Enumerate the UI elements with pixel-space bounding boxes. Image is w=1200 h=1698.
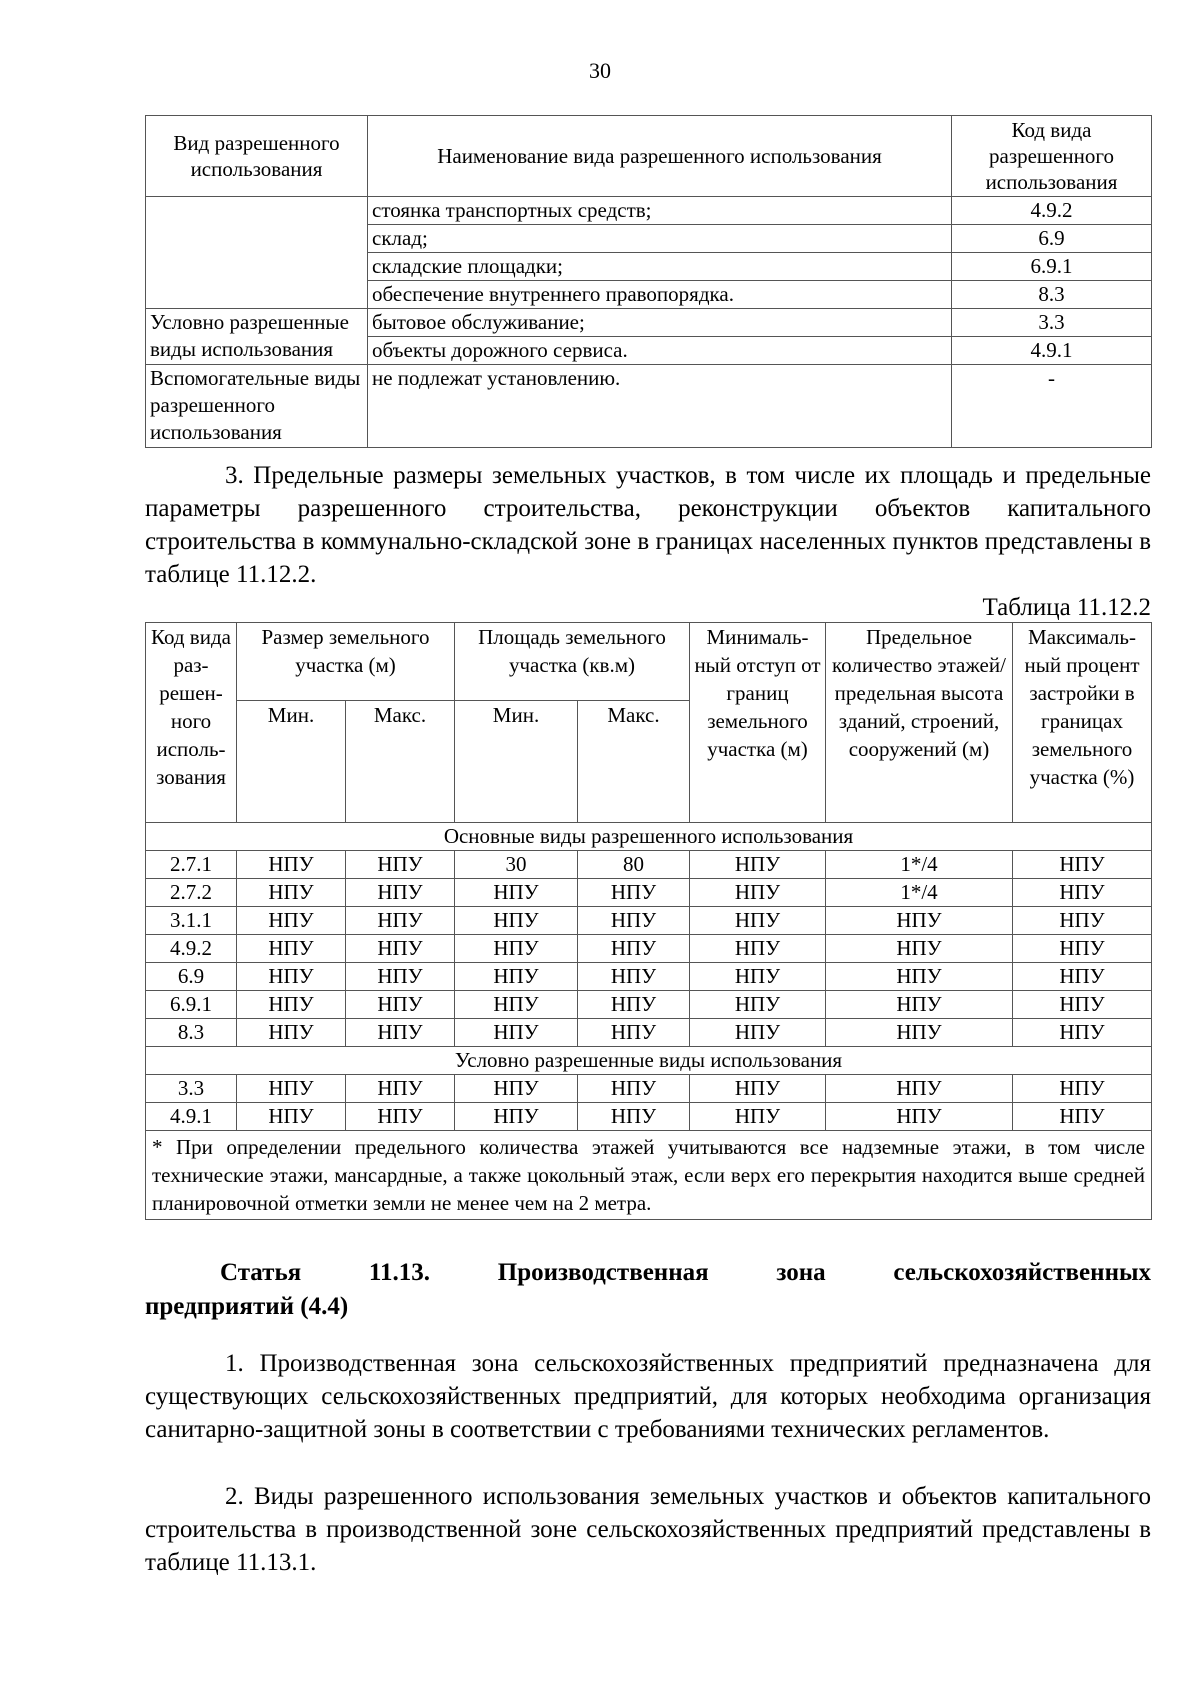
article-heading-line-1: Статья 11.13. Производственная зона сельскохозяйственных bbox=[220, 1259, 1151, 1286]
parameters-table bbox=[145, 622, 1152, 1220]
value-cell: НПУ bbox=[455, 991, 578, 1019]
value-cell: НПУ bbox=[1013, 991, 1152, 1019]
table-row bbox=[146, 851, 1152, 879]
value-cell: НПУ bbox=[690, 991, 826, 1019]
value-cell: НПУ bbox=[237, 907, 346, 935]
table-row bbox=[146, 197, 1152, 225]
permitted-use-table bbox=[145, 115, 1152, 448]
value-cell: НПУ bbox=[690, 1075, 826, 1103]
value-cell: НПУ bbox=[455, 963, 578, 991]
use-code-cell: 8.3 bbox=[146, 1019, 237, 1047]
value-cell: НПУ bbox=[1013, 1075, 1152, 1103]
use-code-cell: 3.3 bbox=[146, 1075, 237, 1103]
table-caption: Таблица 11.12.2 bbox=[982, 594, 1151, 621]
column-header-setback: Минималь-ный отступ от границ земельного участка (м) bbox=[690, 623, 826, 823]
value-cell: НПУ bbox=[690, 879, 826, 907]
value-cell: НПУ bbox=[237, 991, 346, 1019]
value-cell: НПУ bbox=[455, 907, 578, 935]
section-header-conditional: Условно разрешенные виды использования bbox=[146, 1047, 1152, 1075]
value-cell: НПУ bbox=[826, 907, 1013, 935]
column-header-code: Код вида раз-решен-ного исполь-зования bbox=[146, 623, 237, 823]
value-cell: НПУ bbox=[237, 879, 346, 907]
use-name-cell: объекты дорожного сервиса. bbox=[368, 337, 952, 365]
use-name-cell: склад; bbox=[368, 225, 952, 253]
use-code-cell: 4.9.1 bbox=[952, 337, 1152, 365]
value-cell: 30 bbox=[455, 851, 578, 879]
value-cell: НПУ bbox=[237, 963, 346, 991]
use-code-cell: 4.9.1 bbox=[146, 1103, 237, 1131]
value-cell: НПУ bbox=[237, 1075, 346, 1103]
value-cell: НПУ bbox=[826, 963, 1013, 991]
use-name-cell: не подлежат установлению. bbox=[368, 365, 952, 448]
value-cell: НПУ bbox=[578, 879, 690, 907]
value-cell: 80 bbox=[578, 851, 690, 879]
use-code-cell: 6.9.1 bbox=[146, 991, 237, 1019]
page-number: 30 bbox=[589, 58, 611, 83]
column-header-area-max: Макс. bbox=[578, 701, 690, 823]
table-row bbox=[146, 963, 1152, 991]
use-code-cell: 4.9.2 bbox=[146, 935, 237, 963]
use-name-cell: стоянка транспортных средств; bbox=[368, 197, 952, 225]
value-cell: НПУ bbox=[826, 1103, 1013, 1131]
use-name-cell: бытовое обслуживание; bbox=[368, 309, 952, 337]
value-cell: НПУ bbox=[346, 907, 455, 935]
use-code-cell: 6.9.1 bbox=[952, 253, 1152, 281]
value-cell: НПУ bbox=[578, 935, 690, 963]
use-code-cell: 2.7.2 bbox=[146, 879, 237, 907]
value-cell: НПУ bbox=[346, 963, 455, 991]
value-cell: 1*/4 bbox=[826, 851, 1013, 879]
value-cell: НПУ bbox=[346, 991, 455, 1019]
paragraph-article-2: 2. Виды разрешенного использования земельных участков и объектов капитального строительства в производственной зоне сельскохозяйственных предприятий представлены в таблице 11.13.1. bbox=[145, 1483, 1151, 1576]
table-row bbox=[146, 935, 1152, 963]
value-cell: НПУ bbox=[237, 1103, 346, 1131]
table-row bbox=[146, 1075, 1152, 1103]
value-cell: НПУ bbox=[826, 991, 1013, 1019]
column-header-coverage: Максималь-ный процент застройки в границах земельного участка (%) bbox=[1013, 623, 1152, 823]
column-header-type: Вид разрешенного использования bbox=[146, 116, 368, 197]
value-cell: НПУ bbox=[578, 991, 690, 1019]
value-cell: НПУ bbox=[346, 935, 455, 963]
column-header-floors: Предельное количество этажей/ предельная высота зданий, строений, сооружений (м) bbox=[826, 623, 1013, 823]
value-cell: НПУ bbox=[578, 907, 690, 935]
value-cell: НПУ bbox=[690, 963, 826, 991]
value-cell: НПУ bbox=[1013, 963, 1152, 991]
value-cell: НПУ bbox=[826, 935, 1013, 963]
value-cell: НПУ bbox=[690, 1103, 826, 1131]
value-cell: НПУ bbox=[237, 851, 346, 879]
value-cell: НПУ bbox=[346, 1103, 455, 1131]
value-cell: НПУ bbox=[346, 1075, 455, 1103]
value-cell: НПУ bbox=[346, 1019, 455, 1047]
column-header-size-min: Мин. bbox=[237, 701, 346, 823]
column-header-size-max: Макс. bbox=[346, 701, 455, 823]
value-cell: НПУ bbox=[1013, 1019, 1152, 1047]
value-cell: НПУ bbox=[346, 851, 455, 879]
table-row bbox=[146, 879, 1152, 907]
table-row bbox=[146, 1103, 1152, 1131]
value-cell: НПУ bbox=[455, 1103, 578, 1131]
use-code-cell: 2.7.1 bbox=[146, 851, 237, 879]
value-cell: 1*/4 bbox=[826, 879, 1013, 907]
value-cell: НПУ bbox=[1013, 935, 1152, 963]
column-header-code: Код вида разрешенного использования bbox=[952, 116, 1152, 197]
article-heading bbox=[145, 1256, 1151, 1324]
use-name-cell: обеспечение внутреннего правопорядка. bbox=[368, 281, 952, 309]
value-cell: НПУ bbox=[346, 879, 455, 907]
conditional-rows-body bbox=[146, 1075, 1152, 1131]
table-header-row bbox=[146, 116, 1152, 197]
use-code-cell: 6.9 bbox=[952, 225, 1152, 253]
value-cell: НПУ bbox=[455, 879, 578, 907]
column-header-plot-size: Размер земельного участка (м) bbox=[237, 623, 455, 701]
value-cell: НПУ bbox=[578, 1075, 690, 1103]
use-type-cell bbox=[146, 197, 368, 309]
use-type-cell: Условно разрешенные виды использования bbox=[146, 309, 368, 365]
column-header-name: Наименование вида разрешенного использования bbox=[368, 116, 952, 197]
value-cell: НПУ bbox=[1013, 1103, 1152, 1131]
table-row bbox=[146, 991, 1152, 1019]
value-cell: НПУ bbox=[578, 963, 690, 991]
value-cell: НПУ bbox=[455, 1019, 578, 1047]
use-type-cell: Вспомогательные виды разрешенного использования bbox=[146, 365, 368, 448]
value-cell: НПУ bbox=[237, 935, 346, 963]
use-code-cell: 3.1.1 bbox=[146, 907, 237, 935]
value-cell: НПУ bbox=[690, 1019, 826, 1047]
main-rows-body bbox=[146, 851, 1152, 1047]
use-code-cell: 3.3 bbox=[952, 309, 1152, 337]
value-cell: НПУ bbox=[826, 1019, 1013, 1047]
value-cell: НПУ bbox=[455, 1075, 578, 1103]
value-cell: НПУ bbox=[690, 907, 826, 935]
table-row bbox=[146, 365, 1152, 448]
article-heading-line-2: предприятий (4.4) bbox=[145, 1293, 349, 1320]
value-cell: НПУ bbox=[826, 1075, 1013, 1103]
table-row bbox=[146, 1019, 1152, 1047]
section-header-main: Основные виды разрешенного использования bbox=[146, 823, 1152, 851]
use-code-cell: 4.9.2 bbox=[952, 197, 1152, 225]
use-code-cell: - bbox=[952, 365, 1152, 448]
table-row bbox=[146, 309, 1152, 337]
column-header-plot-area: Площадь земельного участка (кв.м) bbox=[455, 623, 690, 701]
value-cell: НПУ bbox=[1013, 879, 1152, 907]
value-cell: НПУ bbox=[578, 1019, 690, 1047]
value-cell: НПУ bbox=[1013, 851, 1152, 879]
use-code-cell: 6.9 bbox=[146, 963, 237, 991]
value-cell: НПУ bbox=[237, 1019, 346, 1047]
paragraph-article-1: 1. Производственная зона сельскохозяйственных предприятий предназначена для существующих сельскохозяйственных предприятий, для которых необходима организация санитарно-защитной зоны в соответствии с требованиями технических регламентов. bbox=[145, 1350, 1151, 1443]
value-cell: НПУ bbox=[455, 935, 578, 963]
value-cell: НПУ bbox=[690, 851, 826, 879]
table-row bbox=[146, 907, 1152, 935]
use-name-cell: складские площадки; bbox=[368, 253, 952, 281]
use-code-cell: 8.3 bbox=[952, 281, 1152, 309]
value-cell: НПУ bbox=[1013, 907, 1152, 935]
column-header-area-min: Мин. bbox=[455, 701, 578, 823]
paragraph-3: 3. Предельные размеры земельных участков, в том числе их площадь и предельные параметры разрешенного строительства, реконструкции объектов капитального строительства в коммунально-складской зоне в границах населенных пунктов представлены в таблице 11.12.2. bbox=[145, 462, 1151, 588]
table-footnote: * При определении предельного количества этажей учитываются все надземные этажи, в том числе технические этажи, мансардные, а также цокольный этаж, если верх его перекрытия находится выше средней планировочной отметки земли не менее чем на 2 метра. bbox=[146, 1131, 1152, 1220]
value-cell: НПУ bbox=[578, 1103, 690, 1131]
value-cell: НПУ bbox=[690, 935, 826, 963]
